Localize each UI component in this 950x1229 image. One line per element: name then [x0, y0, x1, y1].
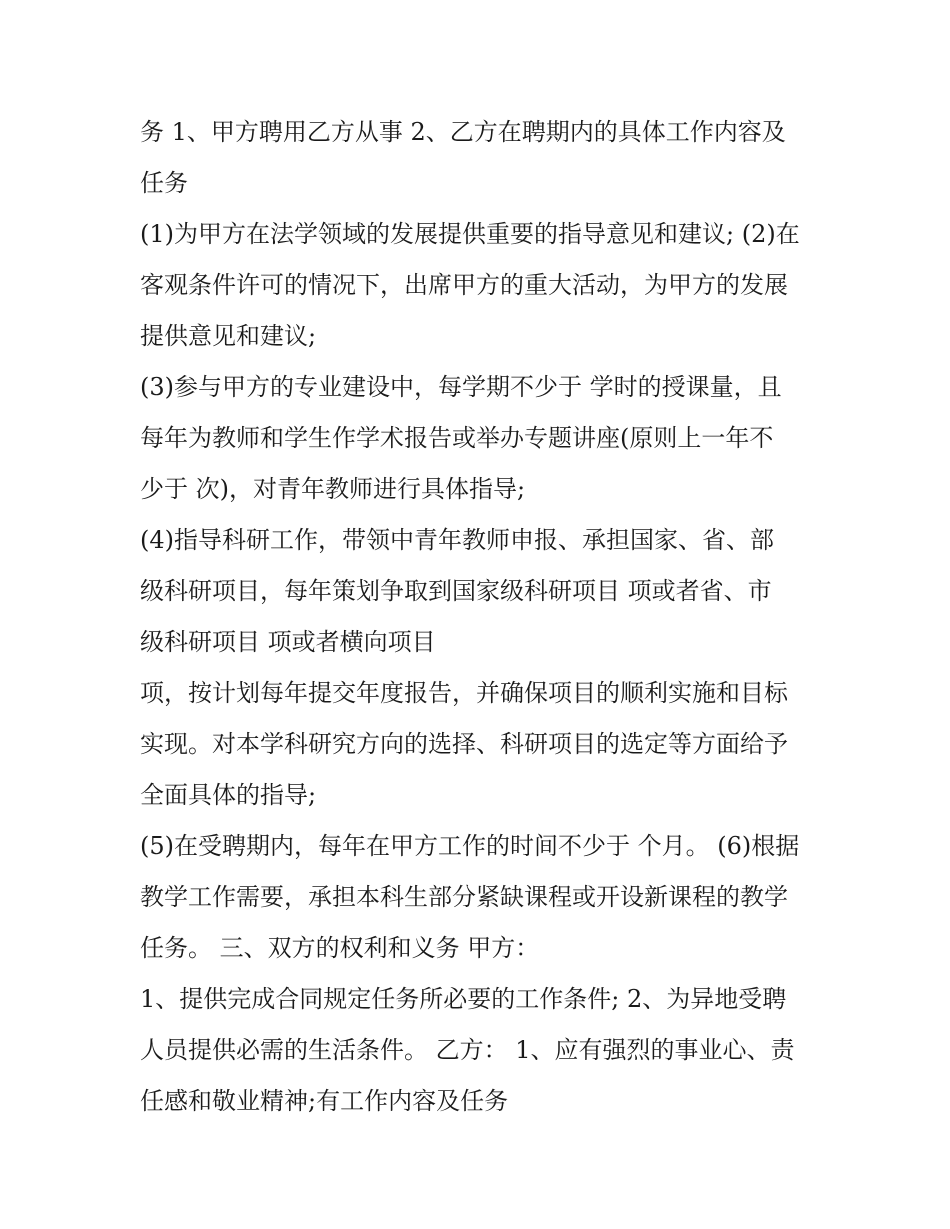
text-line-2: 任务 [140, 169, 188, 197]
text-line-3: (1)为甲方在法学领域的发展提供重要的指导意见和建议; (2)在 [140, 220, 800, 248]
text-line-11: 级科研项目 项或者横向项目 [140, 628, 436, 656]
text-line-4: 客观条件许可的情况下，出席甲方的重大活动，为甲方的发展 [140, 271, 788, 299]
text-line-1: 务 1、甲方聘用乙方从事 2、乙方在聘期内的具体工作内容及 [140, 118, 786, 146]
text-line-7: 每年为教师和学生作学术报告或举办专题讲座(原则上一年不 [140, 424, 774, 452]
text-line-17: 任务。 三、双方的权利和义务 甲方： [140, 934, 540, 962]
text-line-19: 人员提供必需的生活条件。 乙方： 1、应有强烈的事业心、责 [140, 1036, 795, 1064]
text-line-13: 实现。对本学科研究方向的选择、科研项目的选定等方面给予 [140, 730, 788, 758]
text-line-6: (3)参与甲方的专业建设中，每学期不少于 学时的授课量，且 [140, 373, 782, 401]
text-line-15: (5)在受聘期内，每年在甲方工作的时间不少于 个月。 (6)根据 [140, 832, 800, 860]
text-line-14: 全面具体的指导; [140, 781, 317, 809]
text-line-18: 1、提供完成合同规定任务所必要的工作条件; 2、为异地受聘 [140, 985, 787, 1013]
text-line-12: 项，按计划每年提交年度报告，并确保项目的顺利实施和目标 [140, 679, 788, 707]
text-line-16: 教学工作需要，承担本科生部分紧缺课程或开设新课程的教学 [140, 883, 788, 911]
text-line-9: (4)指导科研工作，带领中青年教师申报、承担国家、省、部 [140, 526, 774, 554]
document-body [140, 107, 820, 1127]
text-line-20: 任感和敬业精神;有工作内容及任务 [140, 1087, 509, 1115]
text-line-8: 少于 次)，对青年教师进行具体指导; [140, 475, 526, 503]
text-line-5: 提供意见和建议; [140, 322, 317, 350]
text-line-10: 级科研项目，每年策划争取到国家级科研项目 项或者省、市 [140, 577, 772, 605]
